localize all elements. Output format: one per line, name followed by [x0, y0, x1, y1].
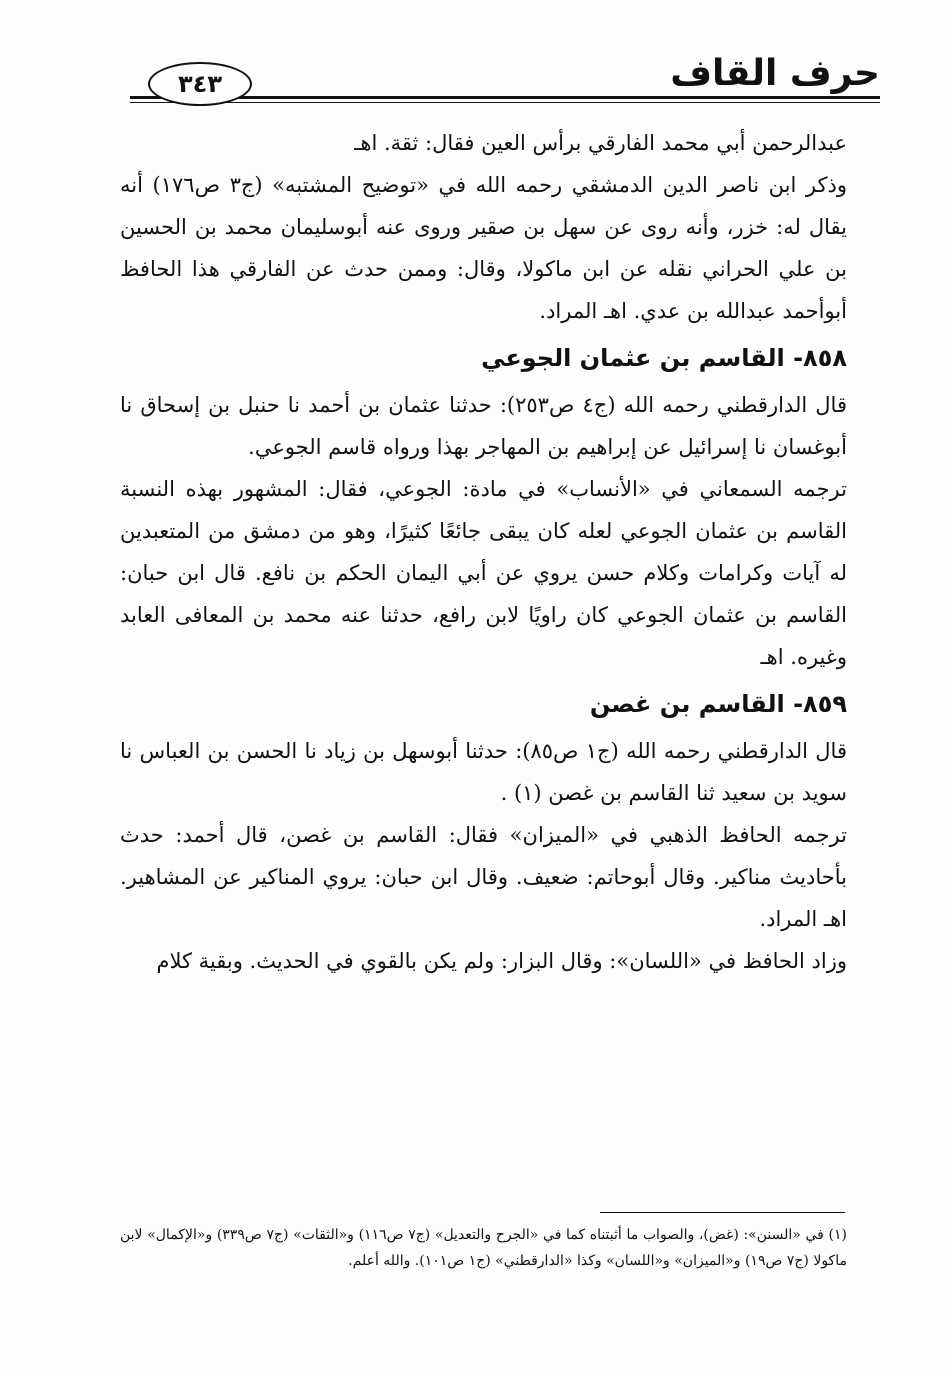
chapter-title: حرف القاف [670, 53, 880, 94]
footnote: (١) في «السنن»: (غض)، والصواب ما أثبتناه كما في «الجرح والتعديل» (ج٧ ص١١٦) و«الثقات» (ج٧ ص٣٣٩) و«الإكمال» لابن ماكولا (ج٧ ص١٩) و«الميزان» و«اللسان» وكذا «الدارقطني» (ج١ ص١٠١). والله أعلم. [120, 1227, 847, 1269]
entry-heading: ٨٥٩- القاسم بن غصن [589, 690, 847, 718]
paragraph: عبدالرحمن أبي محمد الفارقي برأس العين فقال: ثقة. اهـ [354, 131, 847, 155]
page-number: ٣٤٣ [148, 62, 252, 106]
footnote-separator [600, 1212, 845, 1213]
paragraph: وزاد الحافظ في «اللسان»: وقال البزار: ولم يكن بالقوي في الحديث. وبقية كلام [156, 949, 847, 973]
paragraph: ترجمه السمعاني في «الأنساب» في مادة: الجوعي، فقال: المشهور بهذه النسبة القاسم بن عثمان الجوعي لعله كان يبقى جائعًا كثيرًا، وهو من دمشق من المتعبدين له آيات وكرامات وكلام حسن يروي عن أبي اليمان الحكم بن نافع. قال ابن حبان: القاسم بن عثمان الجوعي كان راويًا لابن رافع، حدثنا عنه محمد بن المعافى العابد وغيره. اهـ [120, 477, 847, 669]
paragraph: قال الدارقطني رحمه الله (ج٤ ص٢٥٣): حدثنا عثمان بن أحمد نا حنبل بن إسحاق نا أبوغسان نا إسرائيل عن إبراهيم بن المهاجر بهذا ورواه قاسم الجوعي. [120, 393, 847, 459]
main-text [120, 122, 847, 982]
paragraph: قال الدارقطني رحمه الله (ج١ ص٨٥): حدثنا أبوسهل بن زياد نا الحسن بن العباس نا سويد بن سعيد ثنا القاسم بن غصن (١) . [120, 739, 847, 805]
entry-heading: ٨٥٨- القاسم بن عثمان الجوعي [481, 344, 847, 372]
header-rule-thin [130, 102, 880, 103]
paragraph: وذكر ابن ناصر الدين الدمشقي رحمه الله في «توضيح المشتبه» (ج٣ ص١٧٦) أنه يقال له: خزر، وأنه روى عن سهل بن صقير وروى عنه أبوسليمان محمد بن الحسين بن علي الحراني نقله عن ابن ماكولا، وقال: وممن حدث عن الفارقي هذا الحافظ أبوأحمد عبدالله بن عدي. اهـ المراد. [120, 173, 847, 323]
footnotes [120, 1222, 847, 1274]
paragraph: ترجمه الحافظ الذهبي في «الميزان» فقال: القاسم بن غصن، قال أحمد: حدث بأحاديث مناكير. وقال أبوحاتم: ضعيف. وقال ابن حبان: يروي المناكير عن المشاهير. اهـ المراد. [120, 823, 847, 931]
page-header [130, 52, 880, 104]
